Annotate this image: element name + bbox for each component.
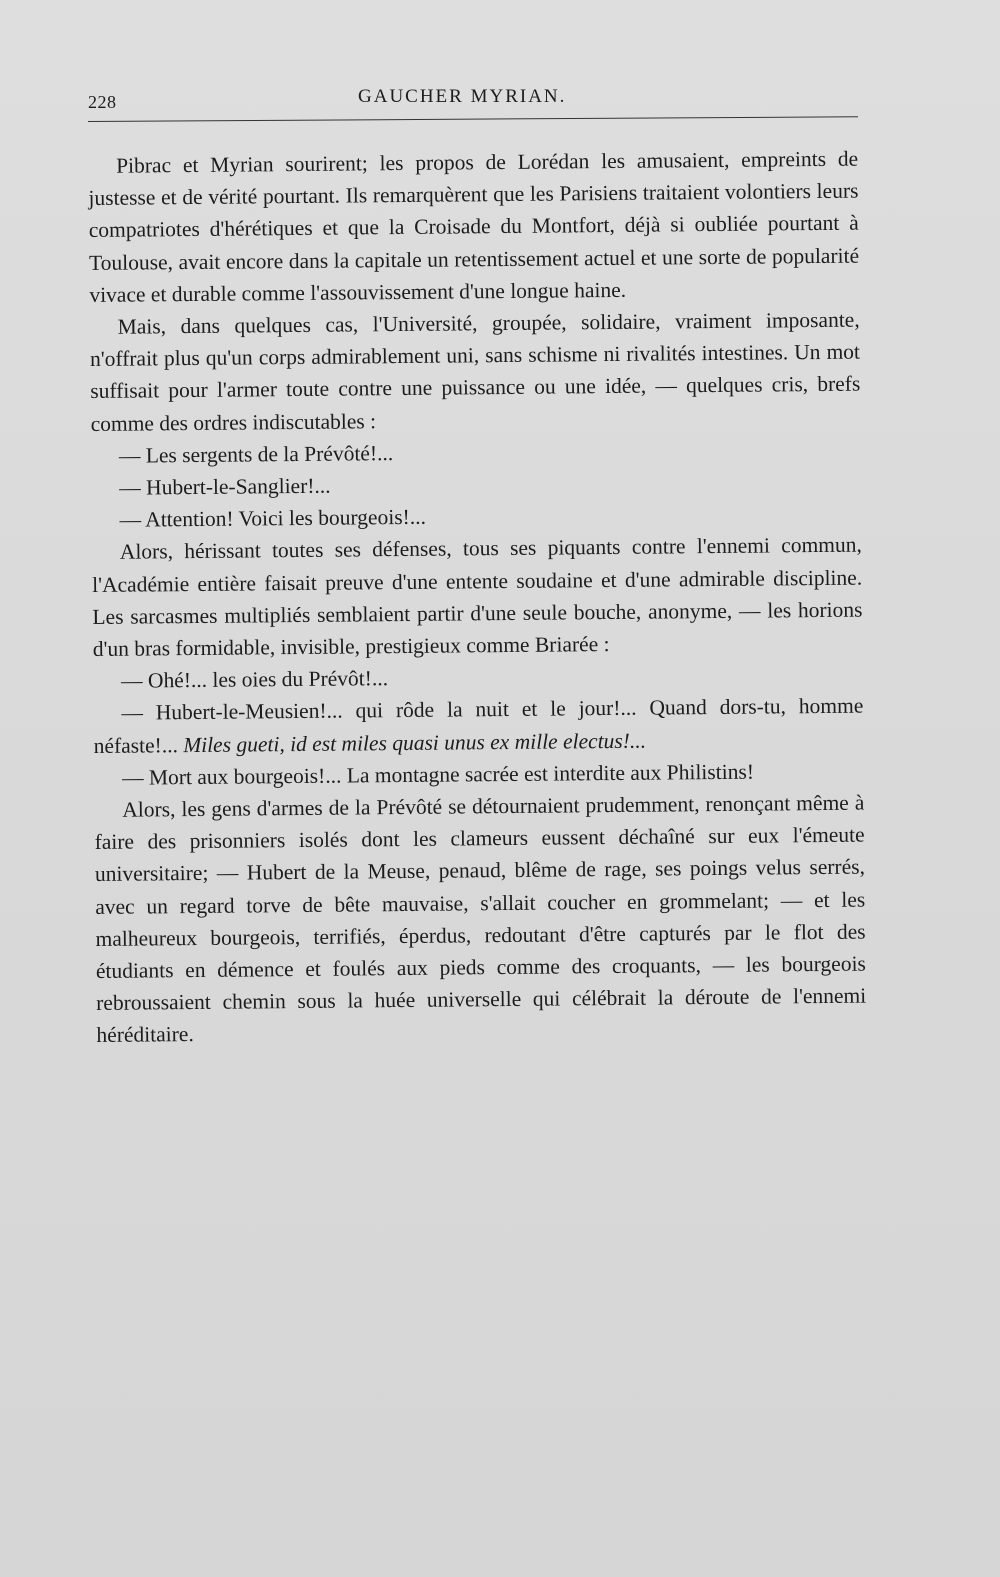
paragraph-2: Mais, dans quelques cas, l'Université, groupée, solidaire, vraiment imposante, n'offrait plus qu'un corps admirablement uni, sans schisme ni rivalités intestines. Un mot suffisait pour l'armer toute contre une puissance ou une idée, — quelques cris, brefs comme des ordres indiscutables :: [89, 307, 861, 436]
dialogue-line-6: — Mort aux bourgeois!... La montagne sacrée est interdite aux Philistins!: [121, 759, 755, 790]
latin-quote: Miles gueti, id est miles quasi unus ex mille electus!...: [183, 728, 647, 757]
running-head: [88, 86, 858, 116]
dialogue-line-5: [93, 690, 864, 762]
paragraph-4: Alors, les gens d'armes de la Prévôté se détournaient prudemment, renonçant même à faire des prisonniers isolés dont les clameurs eussent déchaîné sur eux l'émeute universitaire; — Hubert de la Meuse, penaud, blême de rage, ses poings velus serrés, avec un regard torve de bête mauvaise, s'allait coucher en grommelant; — et les malheureux bourgeois, terrifiés, éperdus, redoutant d'être capturés par le flot des étudiants en démence et foulés aux pieds comme des croquants, — les bourgeois rebroussaient chemin sous la huée universelle qui célébrait la déroute de l'ennemi héréditaire.: [94, 790, 867, 1048]
dialogue-line-1: — Les sergents de la Prévôté!...: [118, 440, 394, 468]
dialogue-line-2: — Hubert-le-Sanglier!...: [119, 473, 331, 500]
page-number: 228: [88, 92, 117, 112]
header-rule: [88, 116, 858, 122]
dialogue-line-4: — Ohé!... les oies du Prévôt!...: [120, 666, 389, 693]
dialogue-line-3: — Attention! Voici les bourgeois!...: [119, 505, 427, 532]
dialogue-line-5-text: — Hubert-le-Meusien!... qui rôde la nuit et le jour!... Quand dors-tu, homme néfaste!...: [93, 694, 864, 758]
paragraph-1: Pibrac et Myrian sourirent; les propos de Lorédan les amusaient, empreints de justesse et de vérité pourtant. Ils remarquèrent que les Parisiens traitaient volontiers leurs compatriotes d'hérétiques et que la Croisade du Montfort, déjà si oubliée pourtant à Toulouse, avait encore dans la capitale un retentissement actuel et une sorte de popularité vivace et durable comme l'assouvissement d'une longue haine.: [88, 146, 860, 307]
body-text: [88, 143, 867, 1052]
paragraph-3: Alors, hérissant toutes ses défenses, tous ses piquants contre l'ennemi commun, l'Académie entière faisait preuve d'une entente soudaine et d'une admirable discipline. Les sarcasmes multipliés semblaient partir d'une seule bouche, anonyme, — les horions d'un bras formidable, invisible, prestigieux comme Briarée :: [92, 533, 863, 662]
running-title: GAUCHER MYRIAN.: [358, 86, 567, 107]
